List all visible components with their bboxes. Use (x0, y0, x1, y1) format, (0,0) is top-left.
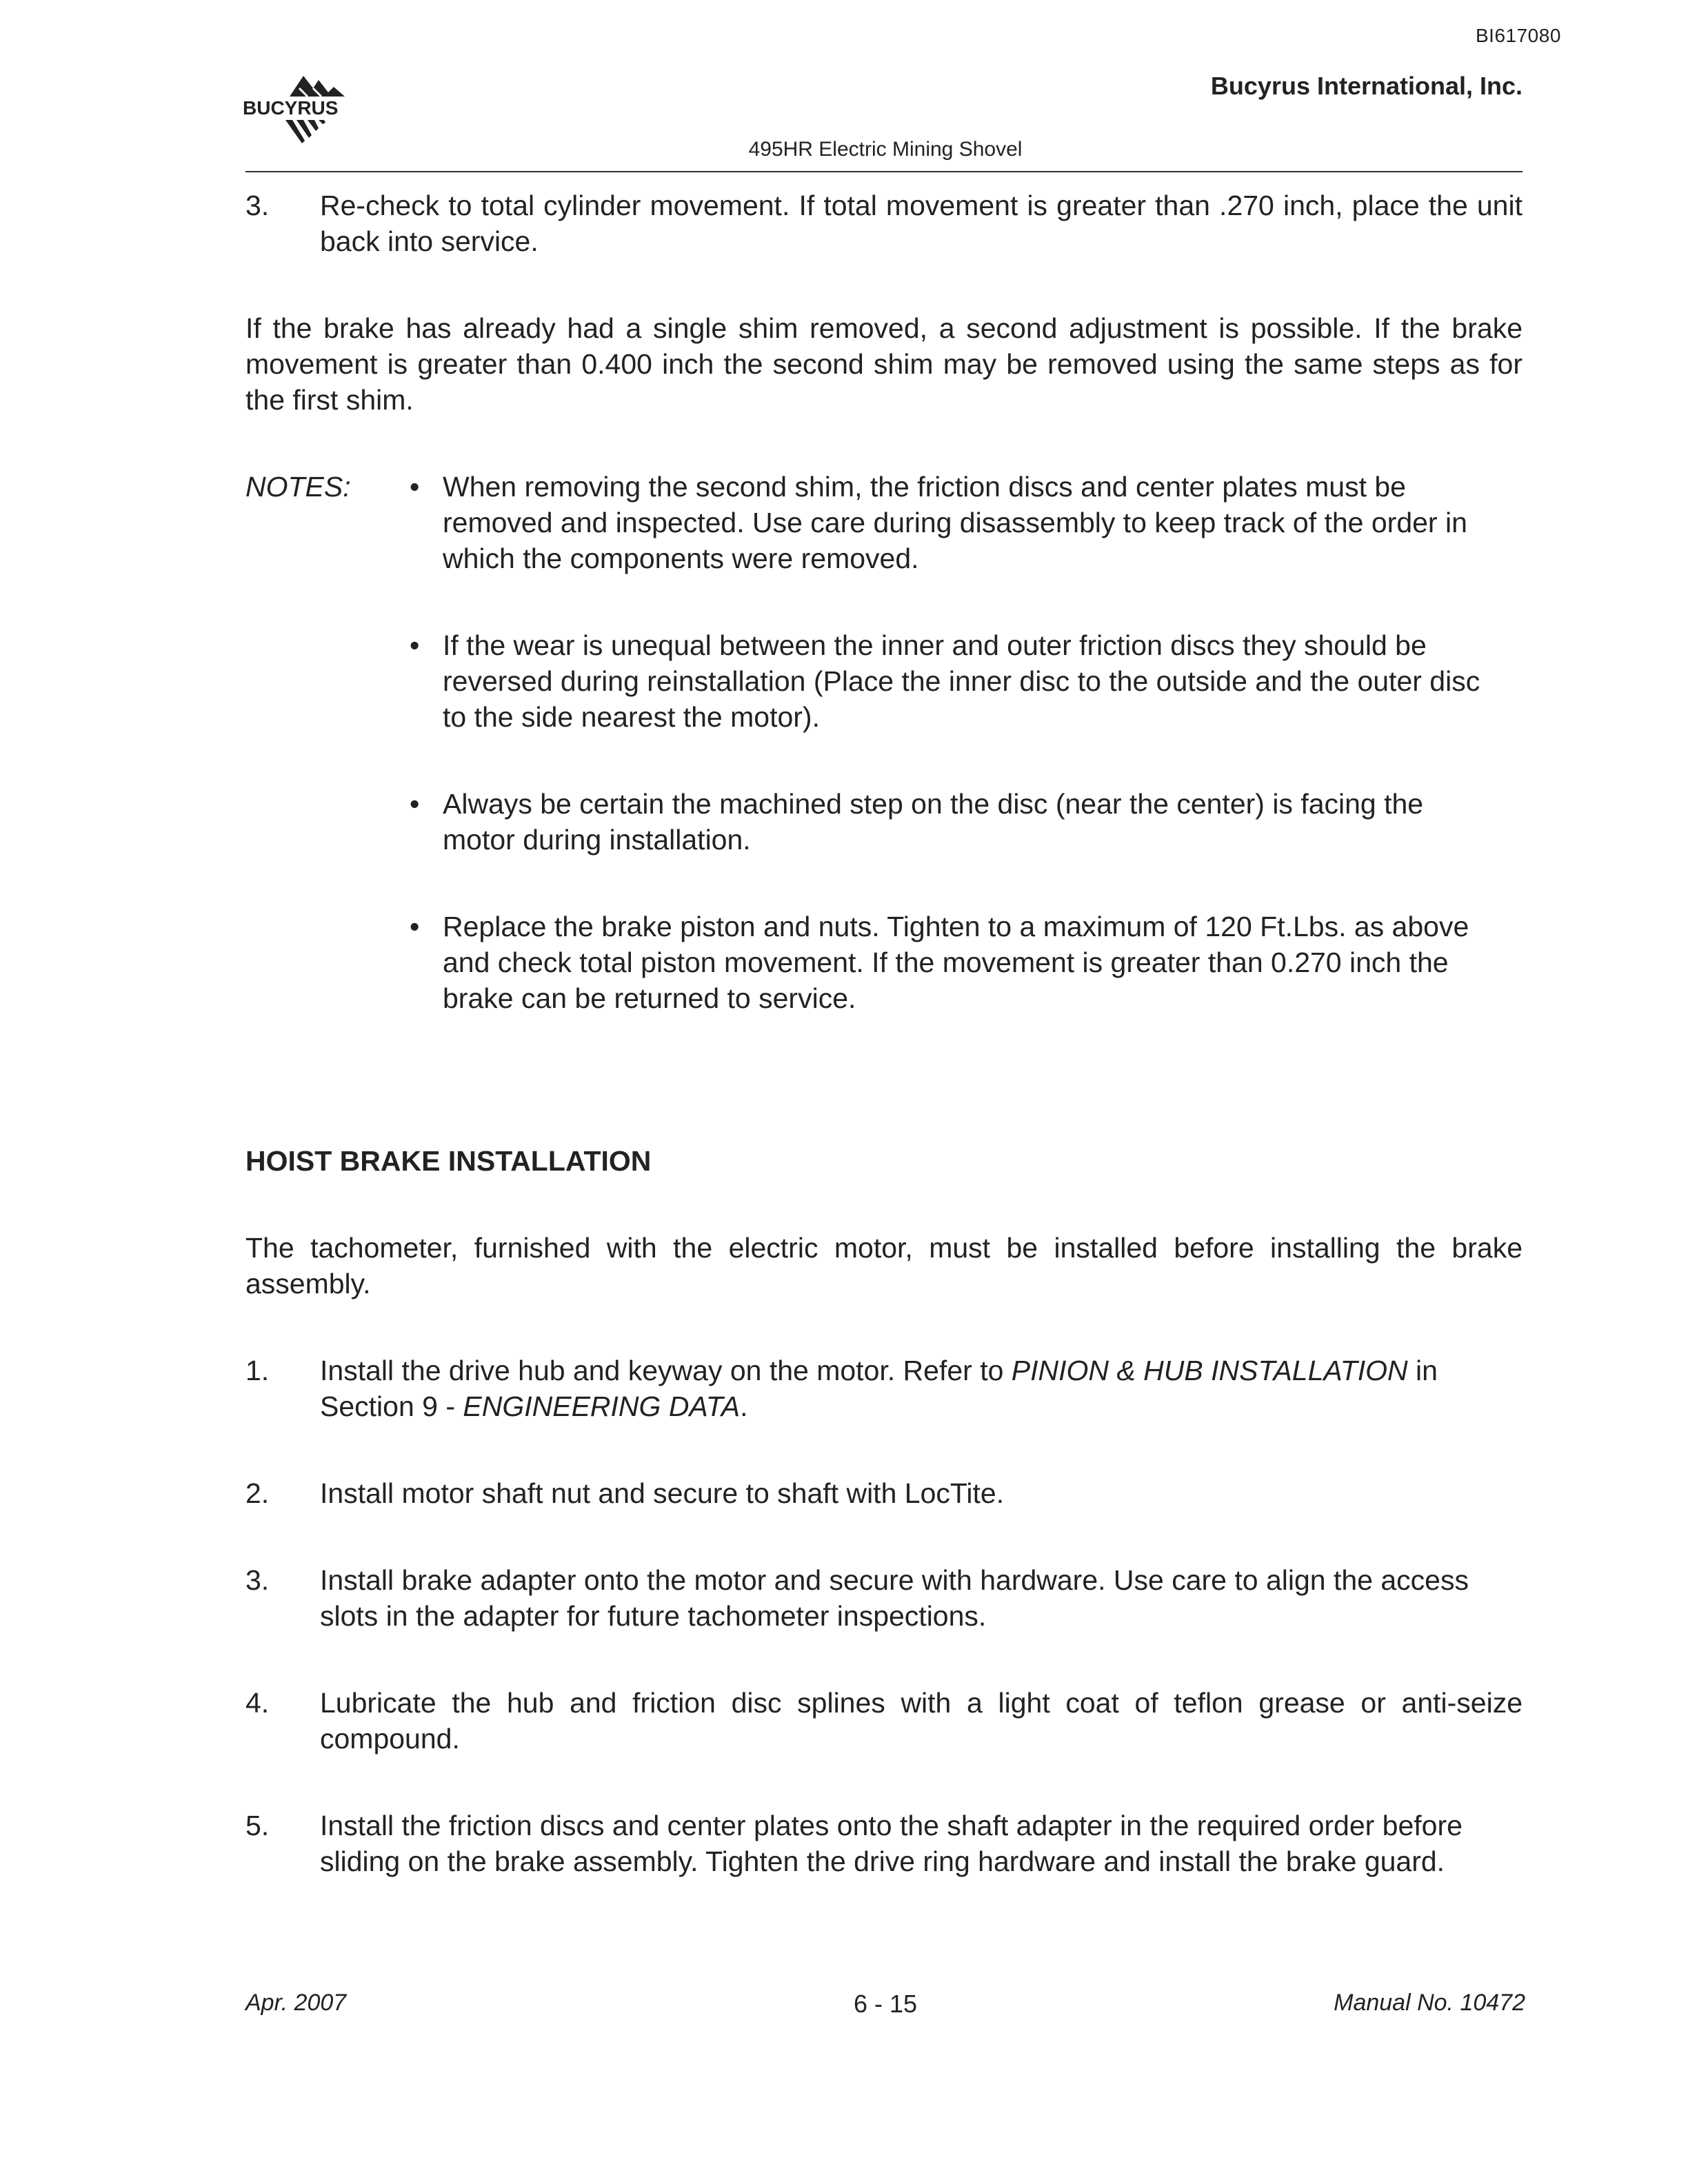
step-text-part: . (740, 1391, 748, 1422)
company-name: Bucyrus International, Inc. (1210, 72, 1523, 100)
bullet-icon: • (410, 471, 420, 503)
page-content (245, 188, 1523, 1930)
bullet-icon: • (410, 629, 420, 661)
header-rule (245, 171, 1523, 172)
step-text: Install brake adapter onto the motor and secure with hardware. Use care to align the access slots in the adapter for future tachometer inspections. (320, 1564, 1469, 1632)
note-item (404, 469, 1523, 576)
install-step (245, 1685, 1523, 1757)
step-number: 3. (245, 190, 270, 221)
step-number: 2. (245, 1477, 270, 1509)
note-item (404, 909, 1523, 1016)
install-step (245, 1808, 1523, 1879)
document-id: BI617080 (1476, 25, 1561, 46)
footer-date: Apr. 2007 (245, 1990, 347, 2016)
step-text: Install motor shaft nut and secure to shaft with LocTite. (320, 1477, 1005, 1509)
step-number: 1. (245, 1355, 270, 1386)
note-text: If the wear is unequal between the inner and outer friction discs they should be reversed during reinstallation (Place the inner disc to the outside and the outer disc to the side nearest the motor). (443, 629, 1480, 733)
step-number: 5. (245, 1810, 270, 1841)
note-text: Always be certain the machined step on the disc (near the center) is facing the motor during installation. (443, 788, 1424, 856)
svg-text:BUCYRUS: BUCYRUS (243, 97, 339, 119)
step-text-part: in Section 9 - (320, 1355, 1438, 1422)
note-text: Replace the brake piston and nuts. Tighten to a maximum of 120 Ft.Lbs. as above and check total piston movement. If the movement is greater than 0.270 inch the brake can be returned to service. (443, 911, 1469, 1014)
step-number: 3. (245, 1564, 270, 1596)
second-adjustment-paragraph: If the brake has already had a single shim removed, a second adjustment is possible. If the brake movement is greater than 0.400 inch the second shim may be removed using the same steps as for the first shim. (245, 312, 1523, 416)
bullet-icon: • (410, 911, 420, 942)
note-item (404, 627, 1523, 735)
install-step (245, 1562, 1523, 1634)
manual-number: Manual No. 10472 (1334, 1990, 1525, 2016)
install-step (245, 1353, 1523, 1424)
step-recheck (245, 188, 1523, 259)
section-heading: HOIST BRAKE INSTALLATION (245, 1145, 652, 1177)
page-number: 6 - 15 (853, 1990, 918, 2018)
note-item (404, 786, 1523, 858)
notes-list (404, 469, 1523, 1067)
notes-label: NOTES: (245, 471, 351, 503)
note-text: When removing the second shim, the friction discs and center plates must be removed and inspected. Use care during disassembly to keep track of the order in which the components were removed. (443, 471, 1467, 574)
step-text: Install the friction discs and center plates onto the shaft adapter in the required order before sliding on the brake assembly. Tighten the drive ring hardware and install the brake guard. (320, 1810, 1463, 1877)
cross-reference: PINION & HUB INSTALLATION (1011, 1355, 1408, 1386)
document-subtitle: 495HR Electric Mining Shovel (748, 138, 1023, 161)
step-number: 4. (245, 1687, 270, 1719)
step-text (320, 1353, 1523, 1424)
install-step (245, 1475, 1523, 1511)
notes-block (245, 469, 1523, 1067)
step-text-part: Install the drive hub and keyway on the motor. Refer to (320, 1355, 1012, 1386)
bullet-icon: • (410, 788, 420, 820)
section-intro: The tachometer, furnished with the electric motor, must be installed before installing the brake assembly. (245, 1232, 1523, 1300)
step-text: Re-check to total cylinder movement. If total movement is greater than .270 inch, place the unit back into service. (320, 190, 1523, 257)
step-text: Lubricate the hub and friction disc splines with a light coat of teflon grease or anti-seize compound. (320, 1687, 1523, 1755)
cross-reference: ENGINEERING DATA (463, 1391, 741, 1422)
